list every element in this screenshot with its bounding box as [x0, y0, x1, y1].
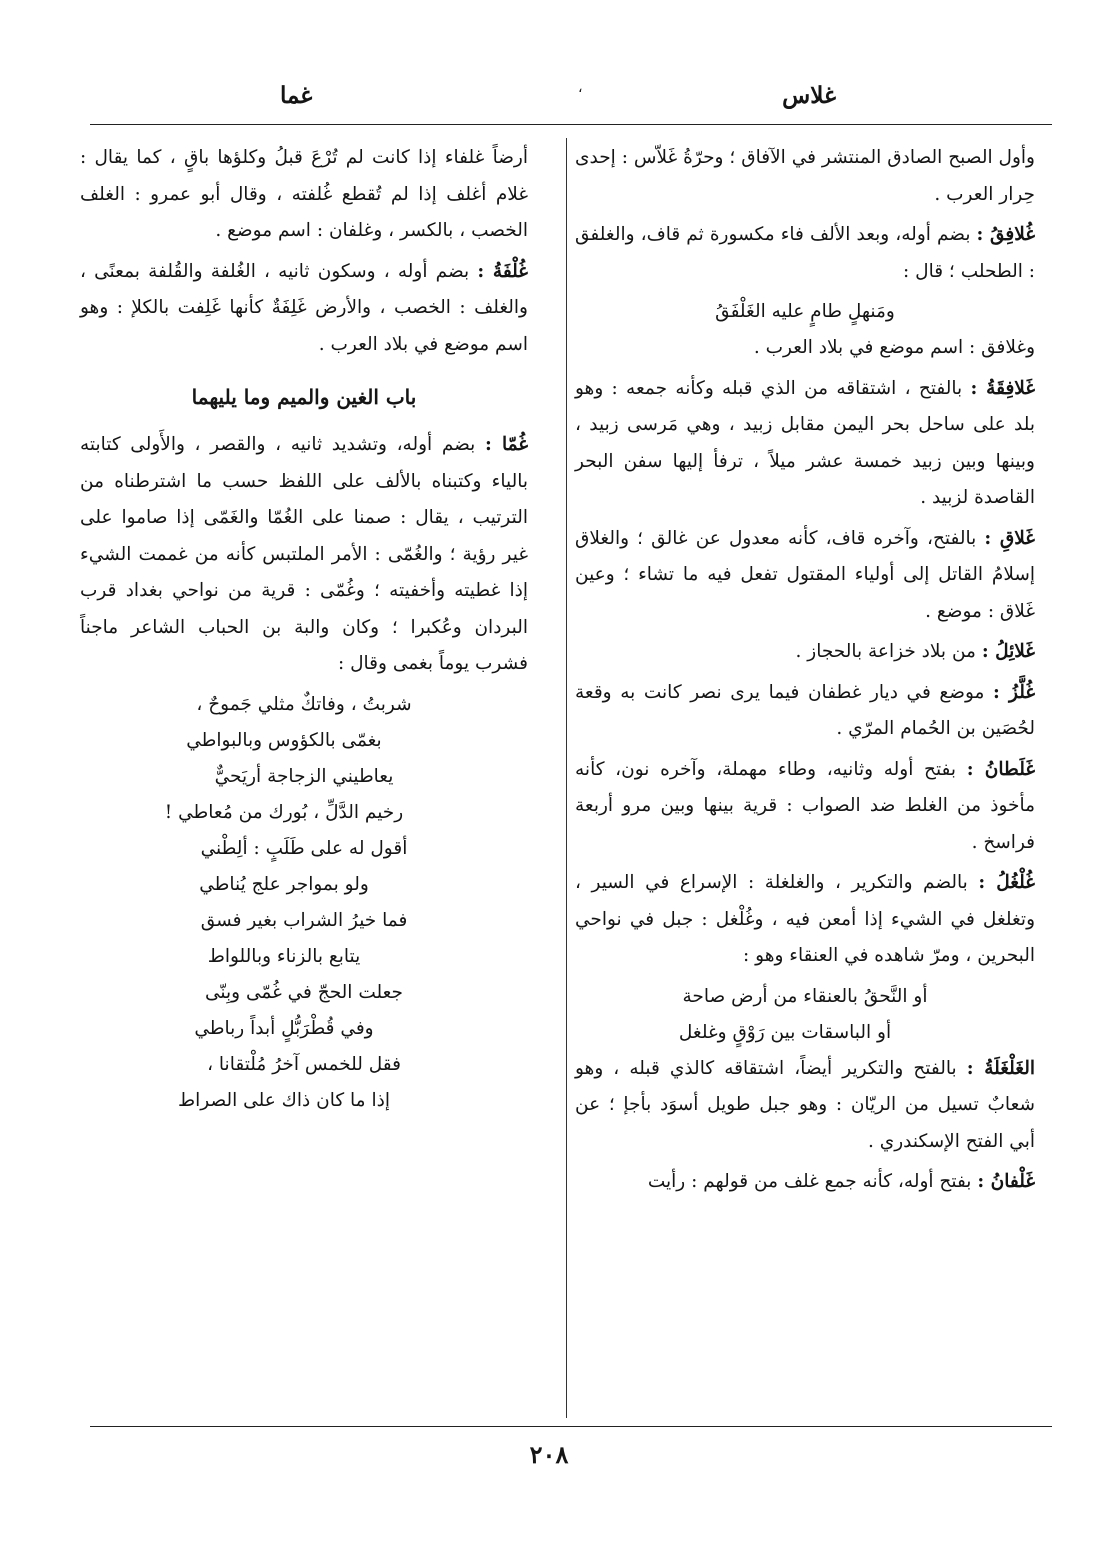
verse-line: شربتُ ، وفاتكٌ مثلي جَموحٌ ،	[196, 693, 412, 715]
left-column-bottom	[80, 427, 528, 1119]
entry-text: بالفتح ، اشتقاقه من الذي قبله وكأنه جمعه : وهو بلد على ساحل بحر اليمن مقابل زبيد ، وهي مَرسى زبيد ، وبينها وبين زبيد خمسة عشر ميلاً ، ترفأ إليها سفن البحر القاصدة لزبيد .	[575, 377, 1035, 508]
verse-line: إذا ما كان ذاك على الصراط	[178, 1089, 390, 1111]
left-column	[80, 140, 528, 1119]
dictionary-entry	[575, 865, 1035, 975]
dictionary-entry	[575, 1051, 1035, 1161]
dictionary-entry	[575, 634, 1035, 671]
verse-line: وفي قُطْرَبُّلٍ أبداً رباطي	[194, 1017, 374, 1039]
verse-line: رخيم الدَّلِّ ، بُورك من مُعاطي !	[164, 801, 404, 823]
entry-text: بضم أوله ، وسكون ثانيه ، الغُلفة والقُلفة بمعنًى ، والغلف : الخصب ، والأرض غَلِفَةٌ كأنها غَلِفت بالكلإ : وهو اسم موضع في بلاد العرب .	[80, 260, 528, 355]
entry-text: موضع في ديار غطفان فيما يرى نصر كانت به وقعة لحُصَين بن الحُمام المرّي .	[575, 681, 1035, 739]
entry-headword: غَلائِلُ :	[981, 641, 1035, 662]
entry-headword: غَلَطانُ :	[966, 758, 1035, 780]
paragraph	[575, 140, 1035, 213]
entry-headword: غُلَّزُ :	[993, 681, 1035, 703]
entry-text: وغلافق : اسم موضع في بلاد العرب .	[753, 337, 1035, 358]
section-title: باب الغين والميم وما يليهما	[191, 385, 417, 409]
verse-line: ولو بمواجر علج يُناطي	[199, 873, 369, 895]
entry-headword: غُلْفَةُ :	[477, 260, 528, 282]
verse-line: جعلت الحجّ في غُمّى وبِنّى	[205, 981, 403, 1003]
verse-line: يتابع بالزناء وباللواط	[207, 945, 361, 967]
entry-headword: الغَلْغَلَةُ :	[966, 1057, 1035, 1079]
paragraph	[80, 140, 528, 250]
dictionary-entry	[575, 521, 1035, 631]
dictionary-entry	[575, 1164, 1035, 1201]
entry-text: بضم أوله، وبعد الألف فاء مكسورة ثم قاف، والغلفق : الطحلب ؛ قال :	[575, 224, 1035, 282]
paragraph	[575, 330, 1035, 367]
verse-line: أو الباسقات بين رَوْقٍ وغلغل	[678, 1021, 892, 1043]
verse-line: ومَنهلٍ طامٍ عليه الغَلْفَقُ	[715, 301, 895, 322]
entry-headword: غُلْغُلُ :	[978, 872, 1035, 893]
entry-headword: غَلافِقَةُ :	[970, 377, 1035, 399]
verse-line: فما خيرُ الشراب بغير فسق	[200, 909, 408, 931]
entry-text: بفتح أوله، كأنه جمع غلف من قولهم : رأيت	[647, 1171, 972, 1192]
verse-line: بغمّى بالكؤوس وبالبواطي	[186, 729, 382, 751]
right-column	[575, 140, 1035, 1205]
entry-text: بضم أوله، وتشديد ثانيه ، والقصر ، والأَولى كتابته بالياء وكتبناه بالألف على اللفظ حسب ما اشترطناه من الترتيب ، يقال : صمنا على الغُمّا والغَمّى إذا صاموا على غير رؤية ؛ والغُمّى : الأمر الملتبس كأنه من غممت الشيء إذا غطيته وأخفيته ؛ وغُمّى : قرية من نواحي بغداد قرب البردان وعُكبرا ؛ وكان والبة بن الحباب الشاعر ماجناً فشرب يوماً بغمى وقال :	[80, 434, 528, 674]
dictionary-entry	[80, 427, 528, 683]
entry-text: من بلاد خزاعة بالحجاز .	[795, 641, 976, 662]
bottom-rule	[90, 1426, 1052, 1427]
verse-block	[575, 979, 1035, 1051]
column-divider	[566, 138, 567, 1418]
entry-text: بفتح أوله وثانيه، وطاء مهملة، وآخره نون، كأنه مأخوذ من الغلط ضد الصواب : قرية بينها وبين مرو أربعة فراسخ .	[575, 758, 1035, 853]
entry-text: بالفتح، وآخره قاف، كأنه معدول عن غالق ؛ والغلاق إسلامُ القاتل إلى أولياء المقتول تفعل فيه ما تشاء ؛ وعين غَلاق : موضع .	[575, 527, 1035, 622]
dictionary-entry	[80, 254, 528, 364]
entry-text: أرضاً غلفاء إذا كانت لم تُرْعَ قبلُ وكلؤها باقٍ ، كما يقال : غلام أغلف إذا لم تُقطع غُلفته ، وقال أبو عمرو : الغلف الخصب ، بالكسر ، وغلفان : اسم موضع .	[80, 147, 528, 241]
page-number: ٢٠٨	[529, 1440, 569, 1469]
entry-headword: غُلافِقُ :	[976, 224, 1035, 245]
verse-line: يعاطيني الزجاجة أريَحيٌّ	[214, 765, 394, 787]
verse-block	[80, 687, 528, 1119]
entry-text: وأول الصبح الصادق المنتشر في الآفاق ؛ وحرّةُ غَلاّس : إحدى حِرار العرب .	[575, 147, 1035, 205]
entry-headword: غَلْفانُ :	[977, 1171, 1035, 1192]
dictionary-entry	[575, 752, 1035, 862]
top-rule	[90, 124, 1052, 125]
verse-line: أقول له على طَلَبٍ : ألِطْني	[200, 837, 408, 859]
running-head-right: غلاس	[782, 82, 836, 109]
dictionary-entry	[575, 217, 1035, 290]
verse-block	[575, 294, 1035, 330]
entry-headword: غُمّا :	[484, 434, 528, 455]
entry-text: بالضم والتكرير ، والغلغلة : الإسراع في السير ، وتغلغل في الشيء إذا أمعن فيه ، وغُلْغل : جبل في نواحي البحرين ، ومرّ شاهده في العنقاء وهو :	[575, 872, 1035, 966]
left-column-top	[80, 140, 528, 363]
entry-text: بالفتح والتكرير أيضاً، اشتقاقه كالذي قبله ، وهو شعابٌ تسيل من الريّان : وهو جبل طويل أسوَد بأجإ ؛ عن أبي الفتح الإسكندري .	[575, 1057, 1035, 1152]
dictionary-entry	[575, 371, 1035, 517]
verse-line: أو النَّحقُ بالعنقاء من أرض صاحة	[682, 985, 928, 1007]
verse-line: فقل للخمس آخرُ مُلْتقانا ،	[207, 1053, 401, 1075]
header-dot: ،	[578, 80, 583, 96]
dictionary-entry	[575, 675, 1035, 748]
entry-headword: غَلاقِ :	[984, 527, 1035, 549]
running-head-left: غما	[280, 82, 313, 109]
